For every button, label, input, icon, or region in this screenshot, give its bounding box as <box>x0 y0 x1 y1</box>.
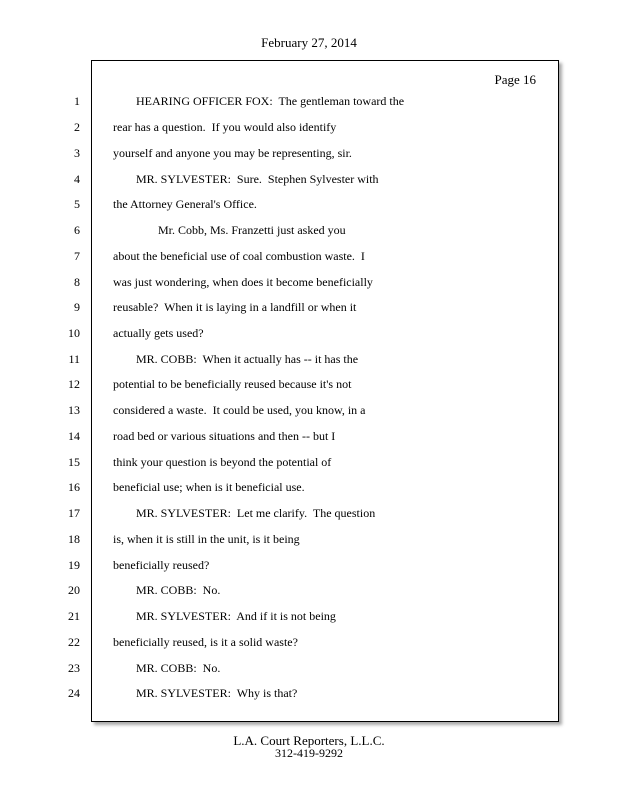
page-number: Page 16 <box>494 72 536 87</box>
line-text: actually gets used? <box>113 326 204 340</box>
line-number: 13 <box>68 403 80 417</box>
line-text: beneficial use; when is it beneficial use. <box>113 480 305 494</box>
line-text: MR. SYLVESTER: Why is that? <box>136 686 298 700</box>
line-number: 8 <box>74 275 80 289</box>
line-text: road bed or various situations and then -- but I <box>113 429 336 443</box>
line-text: MR. COBB: No. <box>136 661 221 675</box>
line-number: 4 <box>74 172 80 186</box>
line-number: 5 <box>74 197 80 211</box>
line-text: MR. COBB: When it actually has -- it has the <box>136 352 359 366</box>
line-text: Mr. Cobb, Ms. Franzetti just asked you <box>158 223 346 237</box>
line-text: MR. COBB: No. <box>136 583 221 597</box>
line-text: yourself and anyone you may be representing, sir. <box>113 146 352 160</box>
line-number: 15 <box>68 455 80 469</box>
line-text: beneficially reused, is it a solid waste? <box>113 635 298 649</box>
line-number: 18 <box>68 532 80 546</box>
line-text: beneficially reused? <box>113 558 210 572</box>
line-text: MR. SYLVESTER: And if it is not being <box>136 609 336 623</box>
line-text: think your question is beyond the potential of <box>113 455 332 469</box>
line-text: considered a waste. It could be used, you know, in a <box>113 403 366 417</box>
line-number: 20 <box>68 583 80 597</box>
line-number: 16 <box>68 480 80 494</box>
line-text: was just wondering, when does it become beneficially <box>113 275 373 289</box>
line-number: 23 <box>68 661 80 675</box>
line-number: 19 <box>68 558 80 572</box>
line-number: 3 <box>74 146 80 160</box>
line-number: 11 <box>68 352 80 366</box>
line-number: 24 <box>68 686 80 700</box>
line-text: about the beneficial use of coal combustion waste. I <box>113 249 365 263</box>
line-text: MR. SYLVESTER: Sure. Stephen Sylvester with <box>136 172 379 186</box>
line-number: 1 <box>74 94 80 108</box>
line-number: 17 <box>68 506 80 520</box>
line-text: reusable? When it is laying in a landfill or when it <box>113 300 357 314</box>
footer-phone: 312-419-9292 <box>275 746 343 760</box>
line-text: potential to be beneficially reused because it's not <box>113 377 352 391</box>
line-text: rear has a question. If you would also identify <box>113 120 337 134</box>
line-number: 21 <box>68 609 80 623</box>
line-text: the Attorney General's Office. <box>113 197 257 211</box>
line-text: MR. SYLVESTER: Let me clarify. The question <box>136 506 376 520</box>
line-number: 14 <box>68 429 80 443</box>
line-number: 9 <box>74 300 80 314</box>
line-text: is, when it is still in the unit, is it being <box>113 532 300 546</box>
line-number: 2 <box>74 120 80 134</box>
header-date: February 27, 2014 <box>261 35 357 50</box>
line-text: HEARING OFFICER FOX: The gentleman toward the <box>136 94 405 108</box>
line-number: 12 <box>68 377 80 391</box>
line-number: 22 <box>68 635 80 649</box>
footer-company: L.A. Court Reporters, L.L.C. <box>233 733 385 748</box>
line-number: 7 <box>74 249 80 263</box>
line-number: 10 <box>68 326 80 340</box>
line-number: 6 <box>74 223 80 237</box>
